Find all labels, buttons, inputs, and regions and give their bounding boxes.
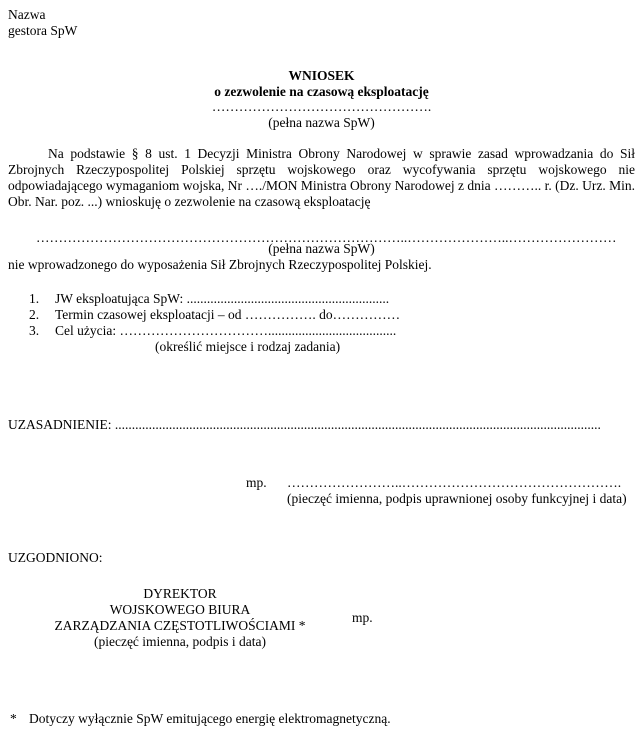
equipment-name-field[interactable]: …………………………………………. [211, 99, 432, 114]
stamp-placeholder-mp: mp. [246, 475, 267, 490]
gestor-label-line2: gestora SpW [8, 23, 78, 38]
approval-label: UZGODNIONO: [8, 550, 103, 565]
item-number: 1. [29, 291, 40, 306]
intro-paragraph: Na podstawie § 8 ust. 1 Decyzji Ministra Obrony Narodowej w sprawie zasad wprowadzania do Sił Zbrojnych Rzeczypospolitej Polskiej sprzętu wojskowego oraz wycofywania sprzętu wojskowego nie odpowiadającego wymaganiom wojska, Nr …./MON Ministra Obrony Narodowej z dnia ……….. r. (Dz. Urz. Min. Obr. Nar. poz. ...) wnioskuję o zezwolenie na czasową eksploatację [8, 146, 635, 209]
item-operation-period[interactable]: Termin czasowej eksploatacji – od ……………. do…………… [55, 307, 401, 322]
approver-title-line2: WOJSKOWEGO BIURA [109, 602, 251, 617]
purpose-caption: (określić miejsce i rodzaj zadania) [155, 339, 341, 354]
item-military-unit[interactable]: JW eksploatująca SpW: ............................................................ [55, 291, 390, 306]
approver-caption: (pieczęć imienna, podpis i data) [93, 634, 267, 649]
intro-tail: nie wprowadzonego do wyposażenia Sił Zbrojnych Rzeczypospolitej Polskiej. [8, 257, 432, 272]
equipment-name-caption: (pełna nazwa SpW) [268, 115, 375, 130]
item-number: 3. [29, 323, 40, 338]
document-title: WNIOSEK [288, 68, 355, 83]
approver-title-line3: ZARZĄDZANIA CZĘSTOTLIWOŚCIAMI * [54, 618, 306, 633]
footnote-text: Dotyczy wyłącznie SpW emitującego energię elektromagnetyczną. [29, 711, 391, 726]
approval-stamp-mp: mp. [352, 610, 373, 625]
signature-caption: (pieczęć imienna, podpis uprawnionej osoby funkcyjnej i data) [287, 491, 627, 506]
equipment-name-field-2[interactable]: ………………………………………………………………………..…………………..…………………… [36, 230, 617, 245]
item-number: 2. [29, 307, 40, 322]
signature-field[interactable]: ……………………..…………………………………………. [287, 475, 622, 490]
equipment-name-caption-2: (pełna nazwa SpW) [268, 241, 375, 256]
footnote-marker: * [10, 711, 17, 726]
justification-field[interactable]: UZASADNIENIE: ................................................................................................................................................ [8, 417, 601, 432]
document-subtitle: o zezwolenie na czasową eksploatację [214, 84, 429, 99]
approver-title-line1: DYREKTOR [143, 586, 217, 601]
gestor-label-line1: Nazwa [8, 7, 46, 22]
item-purpose[interactable]: Cel użycia: ……………………………...................................... [55, 323, 397, 338]
